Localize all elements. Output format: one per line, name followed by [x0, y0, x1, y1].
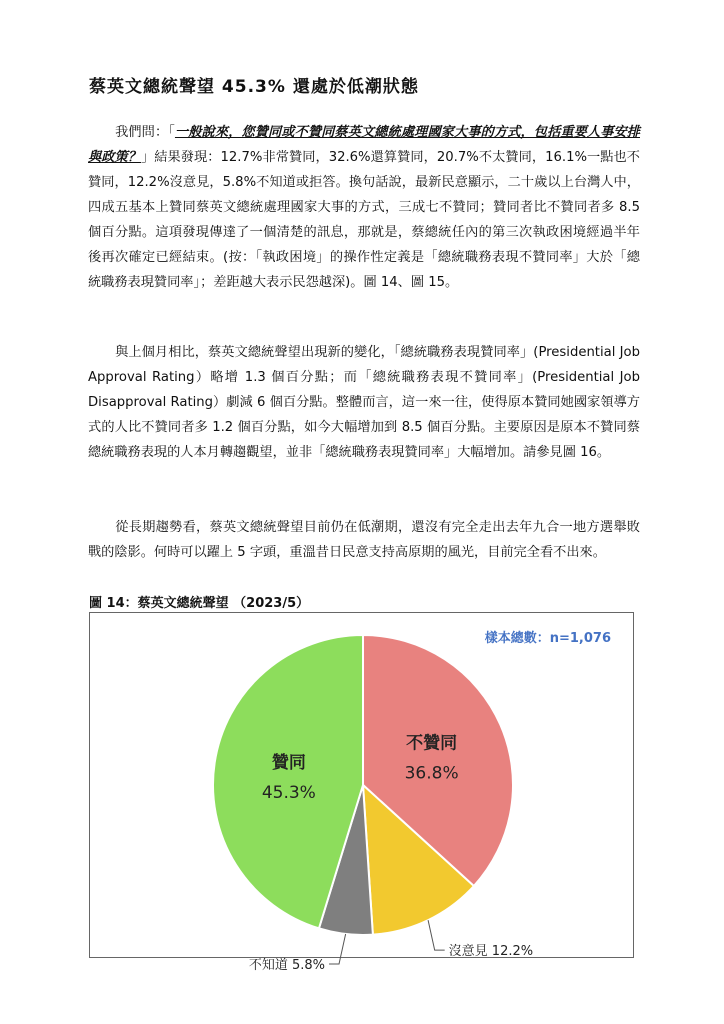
pie-value-0: 36.8%	[404, 763, 459, 784]
pie-callout-2: 不知道 5.8%	[248, 957, 326, 973]
paragraph-3-body: 從長期趨勢看，蔡英文總統聲望目前仍在低潮期，還沒有完全走出去年九合一地方選舉敗戰的陰影。何時可以躍上 5 字頭，重溫昔日民意支持高原期的風光，目前完全看不出來。	[88, 520, 640, 560]
pie-label-0: 不贊同	[406, 733, 458, 754]
paragraph-1-body: 」結果發現：12.7%非常贊同，32.6%還算贊同，20.7%不太贊同，16.1%一點也不贊同，12.2%沒意見，5.8%不知道或拒答。換句話說，最新民意顯示，二十歲以上台灣人中，四成五基本上贊同蔡英文總統處理國家大事的方式，三成七不贊同；贊同者比不贊同者多 8.5 個百分點。這項發現傳達了一個清楚的訊息，那就是，蔡總統任內的第三次執政困境經過半年後再次確定已經結束。(按：「執政困境」的操作性定義是「總統職務表現不贊同率」大於「總統職務表現贊同率」；差距越大表示民怨越深)。圖 14、圖 15。	[88, 150, 640, 290]
sample-size-label: 樣本總數：n=1,076	[484, 631, 611, 646]
pie-label-3: 贊同	[271, 752, 306, 773]
paragraph-1-lead: 我們問：「	[115, 125, 175, 140]
figure-caption: 圖 14：蔡英文總統聲望 （2023/5）	[89, 596, 310, 611]
paragraph-1	[88, 120, 640, 295]
paragraph-2	[88, 340, 640, 465]
pie-chart	[90, 613, 632, 973]
survey-question: 一般說來，您贊同或不贊同蔡英文總統處理國家大事的方式，包括重要人事安排與政策？	[88, 125, 640, 165]
pie-chart-frame	[89, 612, 634, 973]
leader-line-1	[428, 920, 445, 950]
leader-line-2	[329, 934, 346, 964]
paragraph-2-body: 與上個月相比，蔡英文總統聲望出現新的變化，「總統職務表現贊同率」(Presidential Job Approval Rating）略增 1.3 個百分點；而「總統職務表現不贊同率」(Presidential Job Disapproval Rating）劇減 6 個百分點。整體而言，這一來一往，使得原本贊同她國家領導方式的人比不贊同者多 1.2 個百分點，如今大幅增加到 8.5 個百分點。主要原因是原本不贊同蔡總統職務表現的人本月轉趨觀望，並非「總統職務表現贊同率」大幅增加。請參見圖 16。	[88, 345, 640, 460]
pie-value-3: 45.3%	[261, 782, 316, 803]
page-title: 蔡英文總統聲望 45.3% 還處於低潮狀態	[89, 77, 419, 97]
paragraph-3	[88, 515, 640, 565]
pie-callout-1: 沒意見 12.2%	[448, 944, 534, 960]
